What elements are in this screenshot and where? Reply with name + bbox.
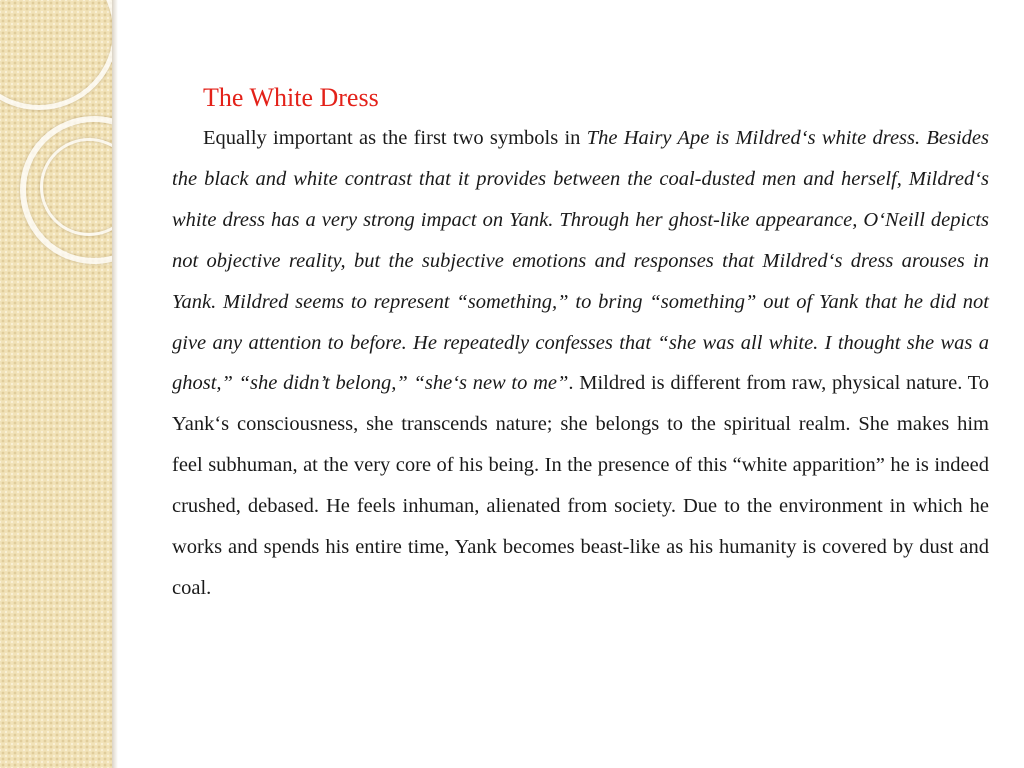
side-panel-shadow [112,0,118,768]
decorative-side-panel [0,0,112,768]
body-paragraph [172,118,989,609]
paragraph-segment-conclusion: . Mildred is different from raw, physical nature. To Yank‘s consciousness, she transcends nature; she belongs to the spiritual realm. She makes him feel subhuman, at the very core of his being. In the presence of this “white apparition” he is indeed crushed, debased. He feels inhuman, alienated from society. Due to the environment in which he works and spends his entire time, Yank becomes beast-like as his humanity is covered by dust and coal. [172,372,990,599]
paragraph-segment-intro: Equally important as the first two symbols in [203,127,587,149]
paragraph-segment-italic: The Hairy Ape is Mildred‘s white dress. Besides the black and white contrast that it provides between the coal-dusted men and herself, Mildred‘s white dress has a very strong impact on Yank. Through her ghost-like appearance, O‘Neill depicts not objective reality, but the subjective emotions and responses that Mildred‘s dress arouses in Yank. Mildred seems to represent “something,” to bring “something” out of Yank that he did not give any attention to before. He repeatedly confesses that “she was all white. I thought she was a ghost,” “she didn’t belong,” “she‘s new to me” [172,127,990,395]
slide-content [172,78,989,609]
decorative-ring-top [0,0,112,110]
slide-title: The White Dress [203,83,379,112]
